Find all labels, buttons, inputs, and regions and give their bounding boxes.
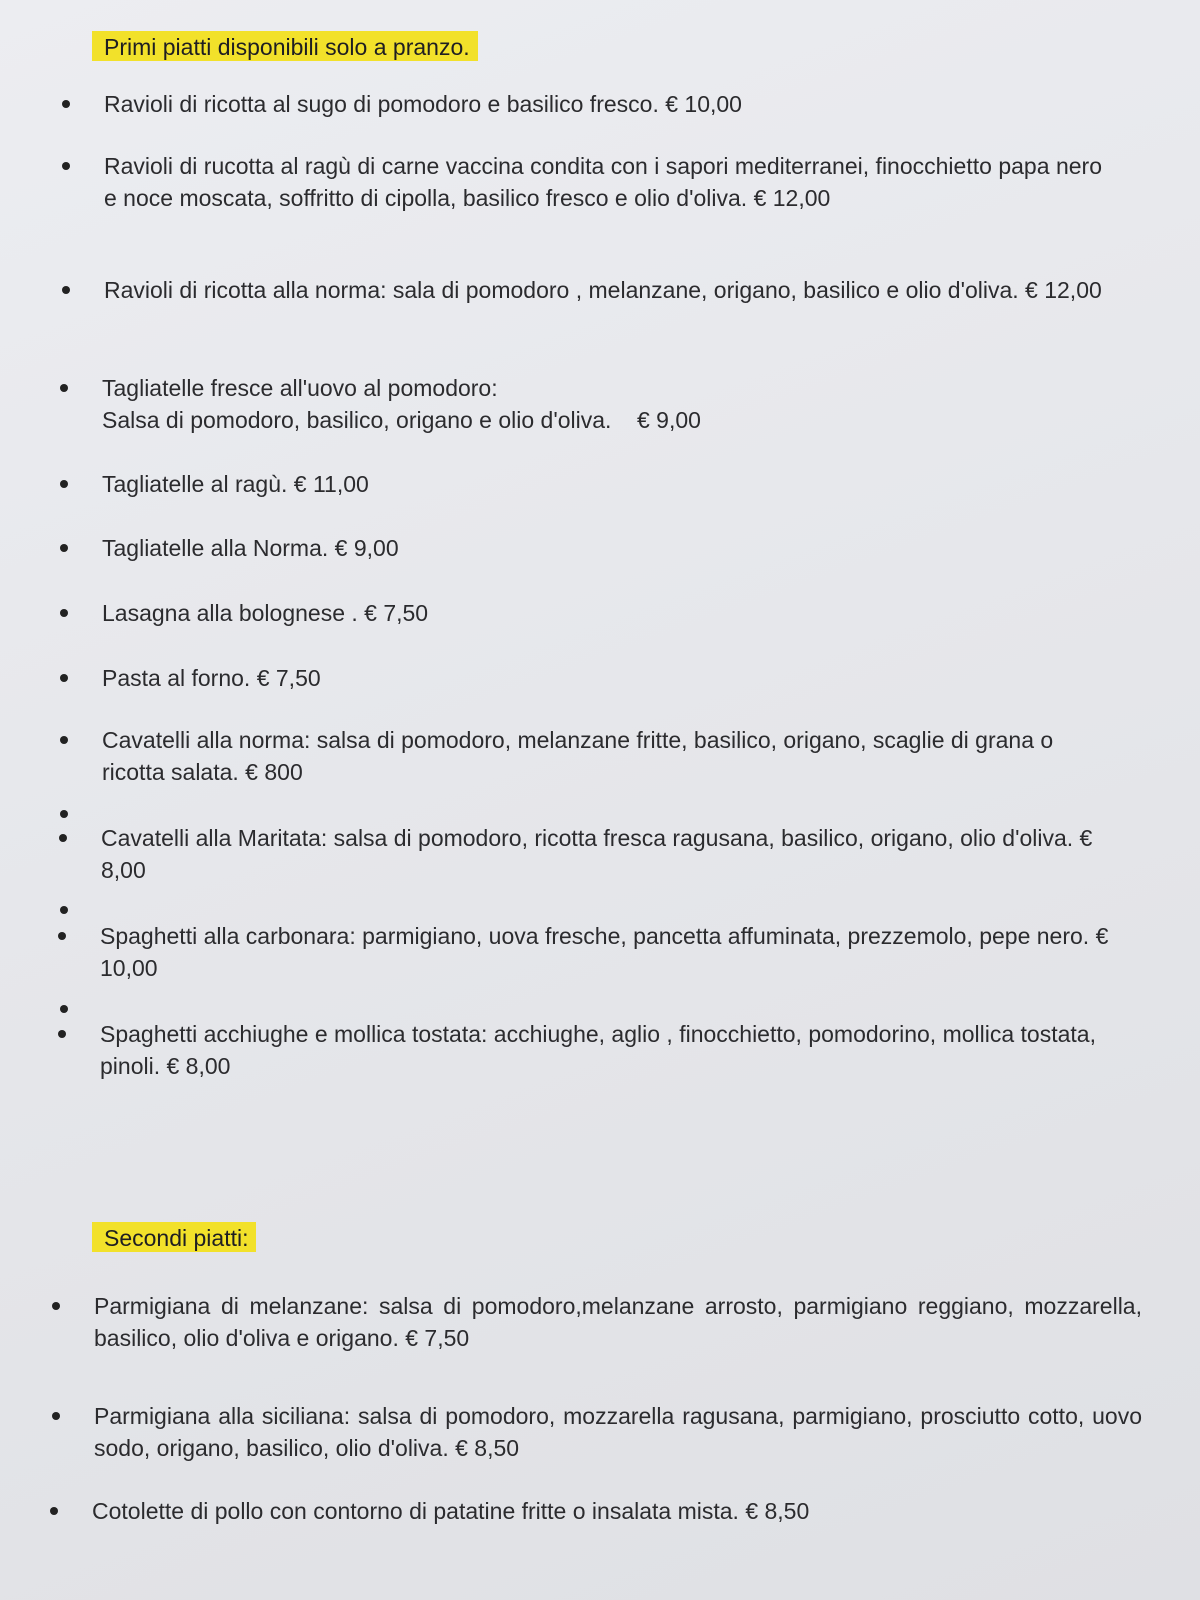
bullet-icon (60, 609, 68, 617)
menu-item (94, 1400, 1142, 1464)
menu-item (104, 150, 1102, 214)
primi-heading: Primi piatti disponibili solo a pranzo. (92, 31, 478, 61)
menu-item-text: Ravioli di ricotta al sugo di pomodoro e basilico fresco. € 10,00 (104, 91, 742, 117)
bullet-icon (59, 834, 67, 842)
bullet-icon (58, 1030, 66, 1038)
menu-item-text: Parmigiana di melanzane: salsa di pomodoro,melanzane arrosto, parmigiano reggiano, mozzarella, basilico, olio d'oliva e origano. € 7,50 (94, 1293, 1142, 1351)
menu-item (102, 468, 1102, 500)
bullet-icon (60, 736, 68, 744)
menu-item (100, 920, 1128, 984)
menu-item-text: Parmigiana alla siciliana: salsa di pomodoro, mozzarella ragusana, parmigiano, prosciutto cotto, uovo sodo, origano, basilico, olio d'oliva. € 8,50 (94, 1403, 1142, 1461)
menu-item-text: Pasta al forno. € 7,50 (102, 665, 321, 691)
menu-item (104, 88, 1104, 120)
menu-item (94, 1290, 1142, 1354)
menu-item-text: Cavatelli alla norma: salsa di pomodoro, melanzane fritte, basilico, origano, scaglie di grana o ricotta salata. € 800 (102, 727, 1054, 785)
menu-item-text: Ravioli di rucotta al ragù di carne vaccina condita con i sapori mediterranei, finocchietto papa nero e noce moscata, soffritto di cipolla, basilico fresco e olio d'oliva. € 12,00 (104, 153, 1102, 211)
secondi-heading: Secondi piatti: (92, 1222, 256, 1252)
menu-item-text: Salsa di pomodoro, basilico, origano e olio d'oliva. € 9,00 (102, 407, 701, 433)
menu-item (92, 1495, 1152, 1527)
bullet-icon (60, 810, 68, 818)
bullet-icon (62, 162, 70, 170)
bullet-icon (60, 480, 68, 488)
menu-item-text: Tagliatelle al ragù. € 11,00 (102, 471, 369, 497)
menu-item (102, 597, 1102, 629)
bullet-icon (60, 906, 68, 914)
menu-item (100, 1018, 1135, 1082)
menu-item-text: Ravioli di ricotta alla norma: sala di pomodoro , melanzane, origano, basilico e olio d'oliva. € 12,00 (104, 277, 1102, 303)
menu-item (102, 724, 1122, 788)
menu-item (102, 372, 1102, 436)
bullet-icon (60, 544, 68, 552)
menu-item-text: Spaghetti acchiughe e mollica tostata: acchiughe, aglio , finocchietto, pomodorino, mollica tostata, pinoli. € 8,00 (100, 1021, 1096, 1079)
bullet-icon (52, 1412, 60, 1420)
bullet-icon (58, 932, 66, 940)
menu-item-text: Lasagna alla bolognese . € 7,50 (102, 600, 429, 626)
bullet-icon (50, 1507, 58, 1515)
bullet-icon (60, 384, 68, 392)
bullet-icon (62, 286, 70, 294)
menu-item (102, 662, 1102, 694)
menu-item-text: Spaghetti alla carbonara: parmigiano, uova fresche, pancetta affuminata, prezzemolo, pepe nero. € 10,00 (100, 923, 1109, 981)
menu-item-text: Cavatelli alla Maritata: salsa di pomodoro, ricotta fresca ragusana, basilico, origano, olio d'oliva. € 8,00 (101, 825, 1093, 883)
bullet-icon (52, 1302, 60, 1310)
menu-item-title: Tagliatelle fresce all'uovo al pomodoro: (102, 375, 498, 401)
bullet-icon (60, 1005, 68, 1013)
bullet-icon (62, 100, 70, 108)
menu-item-text: Tagliatelle alla Norma. € 9,00 (102, 535, 399, 561)
menu-item-text: Cotolette di pollo con contorno di patatine fritte o insalata mista. € 8,50 (92, 1498, 810, 1524)
bullet-icon (60, 674, 68, 682)
menu-item (101, 822, 1121, 886)
menu-item (104, 274, 1102, 306)
menu-item (102, 532, 1102, 564)
